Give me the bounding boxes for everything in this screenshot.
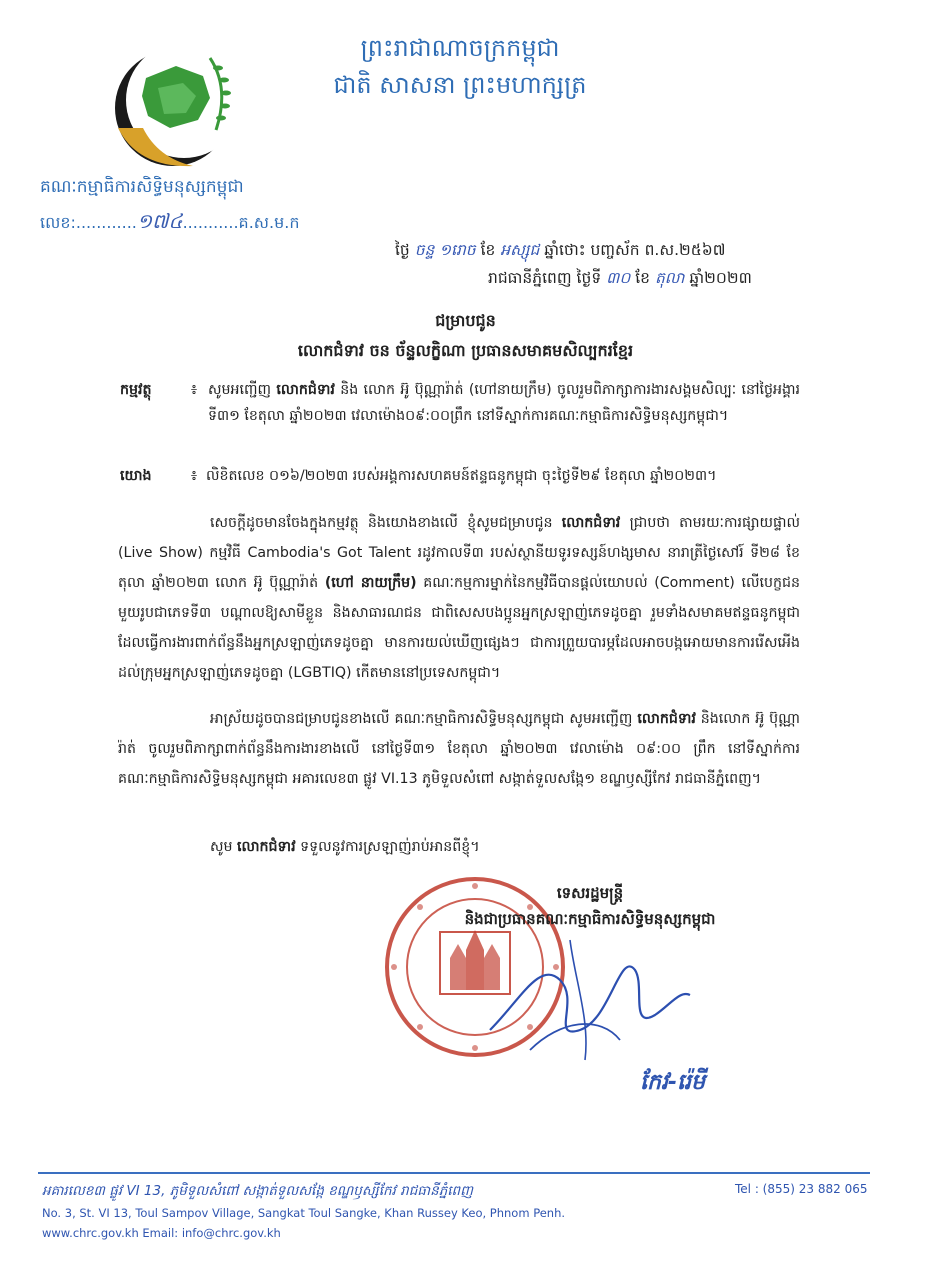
subject-row	[120, 378, 800, 458]
national-motto: ជាតិ សាសនា ព្រះមហាក្សត្រ	[333, 71, 587, 100]
ref-suffix: គ.ស.ម.ក	[238, 213, 300, 232]
civil-year: ឆ្នាំ២០២៣	[689, 269, 752, 287]
civil-date	[488, 268, 752, 291]
body-paragraph-3	[118, 832, 800, 862]
reference-number: លេខ:............១៧៤...........គ.ស.ម.ក	[40, 209, 300, 233]
p1-bold: លោកជំទាវ	[561, 515, 621, 531]
p1-mid: ជ្រាបថា តាមរយៈការផ្សាយផ្ទាល់ (Live Show) កម្មវិធី Cambodia's Got Talent រដូវកាលទី៣ របស់ស្ថានីយទូរទស្សន៍ហង្សមាស នារាត្រីថ្ងៃសៅរ៍ ទី២៨ ខែតុលា ឆ្នាំ២០២៣ លោក អ៊ូ ប៊ុណ្ណារ៉ាត់	[118, 515, 801, 591]
p2-post: និងលោក អ៊ូ ប៊ុណ្ណារ៉ាត់ ចូលរួមពិភាក្សាពាក់ព័ន្ធនឹងការងារខាងលើ នៅថ្ងៃទី៣១ ខែតុលា ឆ្នាំ២០២៣ វេលាម៉ោង ០៩:០០ ព្រឹក នៅទីស្នាក់ការគណៈកម្មាធិការសិទ្ធិមនុស្សកម្ពុជា អគារលេខ៣ ផ្លូវ VI.13 ភូមិទួលសំពៅ សង្កាត់ទួលសង្កែ១ ខណ្ឌឫស្សីកែវ រាជធានីភ្នំពេញ។	[118, 711, 800, 787]
p3-post: ទទួលនូវការស្រឡាញ់រាប់អានពីខ្ញុំ។	[300, 839, 480, 855]
footer-divider	[38, 1172, 870, 1174]
subject-colon: ៖	[190, 382, 198, 398]
p3-bold: លោកជំទាវ	[237, 839, 296, 855]
reference-text: លិខិតលេខ ០១៦/២០២៣ របស់អង្គការសហគមន៍ឥន្ទធនូកម្ពុជា ចុះថ្ងៃទី២៩ ខែតុលា ឆ្នាំ២០២៣។	[206, 468, 717, 484]
subject-text-bold: លោកជំទាវ	[276, 382, 335, 398]
kingdom-title: ព្រះរាជាណាចក្រកម្ពុជា	[360, 34, 560, 62]
civil-month-handwritten: តុលា	[654, 269, 685, 287]
footer-telephone: Tel : (855) 23 882 065	[735, 1182, 868, 1196]
signatory-title-1: ទេសរដ្ឋមន្ត្រី	[556, 884, 624, 902]
body-paragraph-2	[118, 704, 800, 794]
civil-prefix: រាជធានីភ្នំពេញ ថ្ងៃទី	[488, 269, 602, 287]
body-paragraph-1	[118, 508, 800, 688]
subject-text-pre: សូមអញ្ជើញ	[208, 382, 272, 398]
lunar-month-label: ខែ	[480, 241, 496, 259]
p3-pre: សូម	[210, 839, 233, 855]
p1-pre: សេចក្ដីដូចមានចែងក្នុងកម្មវត្ថុ និងយោងខាងលើ ខ្ញុំសូមជម្រាបជូន	[210, 515, 553, 531]
handwritten-signature	[470, 920, 700, 1070]
subject-text	[208, 378, 800, 429]
reference-row	[120, 464, 800, 490]
civil-month-label: ខែ	[635, 269, 651, 287]
footer-web-email[interactable]: www.chrc.gov.kh Email: info@chrc.gov.kh	[42, 1226, 281, 1240]
lunar-day-handwritten: ចន្ទ ១រោច	[414, 241, 476, 259]
subject-label: កម្មវត្ថុ	[120, 382, 152, 398]
lunar-month-handwritten: អស្សុជ	[500, 241, 540, 259]
subject-text-post: និង លោក អ៊ូ ប៊ុណ្ណារ៉ាត់ (ហៅនាយក្រឹម) ចូលរួមពិភាក្សាការងារសង្គមសិល្បៈ នៅថ្ងៃអង្គារ ទី៣១ ខែតុលា ឆ្នាំ២០២៣ វេលាម៉ោង០៩:០០ព្រឹក នៅទីស្នាក់ការគណៈកម្មាធិការសិទ្ធិមនុស្សកម្ពុជា។	[208, 382, 800, 424]
ref-number-handwritten: ១៧៤	[136, 209, 183, 233]
recipient-label: ជម្រាបជូន	[435, 311, 496, 330]
footer-address-khmer: អគារលេខ៣ ផ្លូវ VI 13, ភូមិទួលសំពៅ សង្កាត់ទួលសង្កែ ខណ្ឌឫស្សីកែវ រាជធានីភ្នំពេញ	[42, 1183, 473, 1199]
civil-day-handwritten: ៣០	[606, 269, 631, 287]
ref-label: លេខ:	[40, 213, 76, 232]
p1-post: គណៈកម្មការម្នាក់នៃកម្មវិធីបានផ្ដល់យោបល់ (Comment) លើបេក្ខជនមួយរូបជាភេទទី៣ បណ្ដាលឱ្យសាមីខ្លួន និងសាធារណជន ជាពិសេសបងប្អូនអ្នកស្រឡាញ់ភេទដូចគ្នា រួមទាំងសមាគមឥន្ទធនូកម្ពុជា ដែលធ្វើការងារពាក់ព័ន្ធនឹងអ្នកស្រឡាញ់ភេទដូចគ្នា មានការយល់ឃើញផ្សេងៗ ជាការព្រួយបារម្ភដែលអាចបង្កអោយមានការរើសអើងដល់ក្រុមអ្នកស្រឡាញ់ភេទដូចគ្នា (LGBTIQ) កើតមាននៅប្រទេសកម្ពុជា។	[118, 575, 800, 681]
signatory-name: កែវ-រ៉េមី	[640, 1070, 705, 1095]
p2-pre: អាស្រ័យដូចបានជម្រាបជូនខាងលើ គណៈកម្មាធិការសិទ្ធិមនុស្សកម្ពុជា សូមអញ្ជើញ	[210, 711, 633, 727]
org-name: គណៈកម្មាធិការសិទ្ធិមនុស្សកម្ពុជា	[40, 177, 244, 197]
lunar-date	[395, 240, 725, 263]
reference-label: យោង	[120, 468, 152, 484]
lunar-year: ឆ្នាំថោះ បញ្ចស័ក ព.ស.២៥៦៧	[544, 241, 726, 259]
footer-address-english: No. 3, St. VI 13, Toul Sampov Village, Sangkat Toul Sangke, Khan Russey Keo, Phnom Penh.	[42, 1206, 566, 1220]
recipient-name: លោកជំទាវ ចន ច័ន្ទលក្ខិណា ប្រធានសមាគមសិល្បករខ្មែរ	[297, 341, 634, 360]
org-logo	[98, 38, 248, 178]
p2-bold: លោកជំទាវ	[637, 711, 696, 727]
p1-bold2: (ហៅ នាយក្រឹម)	[324, 575, 417, 591]
signatory-title-2: និងជាប្រធានគណៈកម្មាធិការសិទ្ធិមនុស្សកម្ពុជា	[464, 910, 716, 928]
reference-colon: ៖	[190, 468, 198, 484]
temple-tower-left	[450, 944, 466, 990]
letterhead	[300, 30, 620, 104]
lunar-prefix: ថ្ងៃ	[395, 241, 410, 259]
